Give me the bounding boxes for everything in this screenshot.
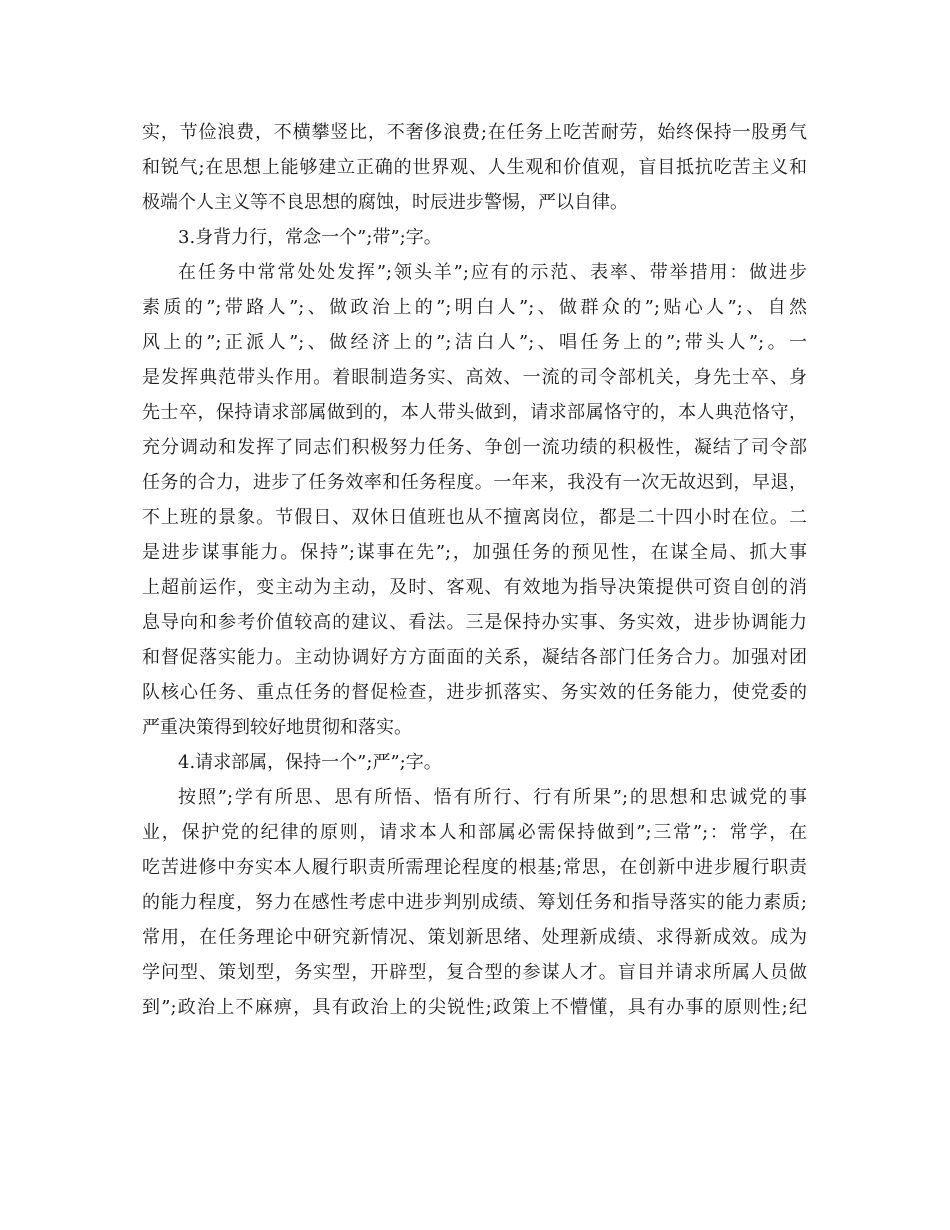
text-line: 极端个人主义等不良思想的腐蚀，时辰进步警惕，严以自律。 xyxy=(142,192,628,213)
text-line: 在任务中常常处处发挥”;领头羊”;应有的示范、表率、带举措用：做进步 xyxy=(178,262,807,283)
text-line: 按照”;学有所思、思有所悟、悟有所行、行有所果”;的思想和忠诚党的事 xyxy=(178,787,807,808)
text-line: 和督促落实能力。主动协调好方方面面的关系，凝结各部门任务合力。加强对团 xyxy=(142,647,807,668)
document-body xyxy=(142,115,807,1025)
text-line: 素质的”;带路人”;、做政治上的”;明白人”;、做群众的”;贴心人”;、自然 xyxy=(142,297,807,318)
text-line: 实，节俭浪费，不横攀竖比，不奢侈浪费;在任务上吃苦耐劳，始终保持一股勇气 xyxy=(142,122,807,143)
text-line: 息导向和参考价值较高的建议、看法。三是保持办实事、务实效，进步协调能力 xyxy=(142,612,807,633)
text-line: 和锐气;在思想上能够建立正确的世界观、人生观和价值观，盲目抵抗吃苦主义和 xyxy=(142,157,807,178)
text-line: 常用，在任务理论中研究新情况、策划新思绪、处理新成绩、求得新成效。成为 xyxy=(142,927,807,948)
text-line: 到”;政治上不麻痹，具有政治上的尖锐性;政策上不懵懂，具有办事的原则性;纪 xyxy=(142,997,807,1018)
text-line: 队核心任务、重点任务的督促检查，进步抓落实、务实效的任务能力，使党委的 xyxy=(142,682,807,703)
text-line: 是进步谋事能力。保持”;谋事在先”;，加强任务的预见性，在谋全局、抓大事 xyxy=(142,542,807,563)
text-line: 不上班的景象。节假日、双休日值班也从不擅离岗位，都是二十四小时在位。二 xyxy=(142,507,807,528)
text-line: 风上的”;正派人”;、做经济上的”;洁白人”;、唱任务上的”;带头人”;。一 xyxy=(142,332,807,353)
text-line: 吃苦进修中夯实本人履行职责所需理论程度的根基;常思，在创新中进步履行职责 xyxy=(142,857,807,878)
text-line: 先士卒，保持请求部属做到的，本人带头做到，请求部属恪守的，本人典范恪守， xyxy=(142,402,807,423)
text-line: 严重决策得到较好地贯彻和落实。 xyxy=(142,717,412,738)
text-line: 是发挥典范带头作用。着眼制造务实、高效、一流的司令部机关，身先士卒、身 xyxy=(142,367,807,388)
text-line: 上超前运作，变主动为主动，及时、客观、有效地为指导决策提供可资自创的消 xyxy=(142,577,807,598)
section-heading-3: 3.身背力行，常念一个”;带”;字。 xyxy=(178,227,442,248)
section-heading-4: 4.请求部属，保持一个”;严”;字。 xyxy=(178,752,442,773)
text-line: 业，保护党的纪律的原则，请求本人和部属必需保持做到”;三常”;：常学，在 xyxy=(142,822,807,843)
text-line: 学问型、策划型，务实型，开辟型，复合型的参谋人才。盲目并请求所属人员做 xyxy=(142,962,807,983)
text-line: 任务的合力，进步了任务效率和任务程度。一年来，我没有一次无故迟到，早退， xyxy=(142,472,807,493)
text-line: 的能力程度，努力在感性考虑中进步判别成绩、筹划任务和指导落实的能力素质; xyxy=(142,892,807,913)
text-line: 充分调动和发挥了同志们积极努力任务、争创一流功绩的积极性，凝结了司令部 xyxy=(142,437,807,458)
